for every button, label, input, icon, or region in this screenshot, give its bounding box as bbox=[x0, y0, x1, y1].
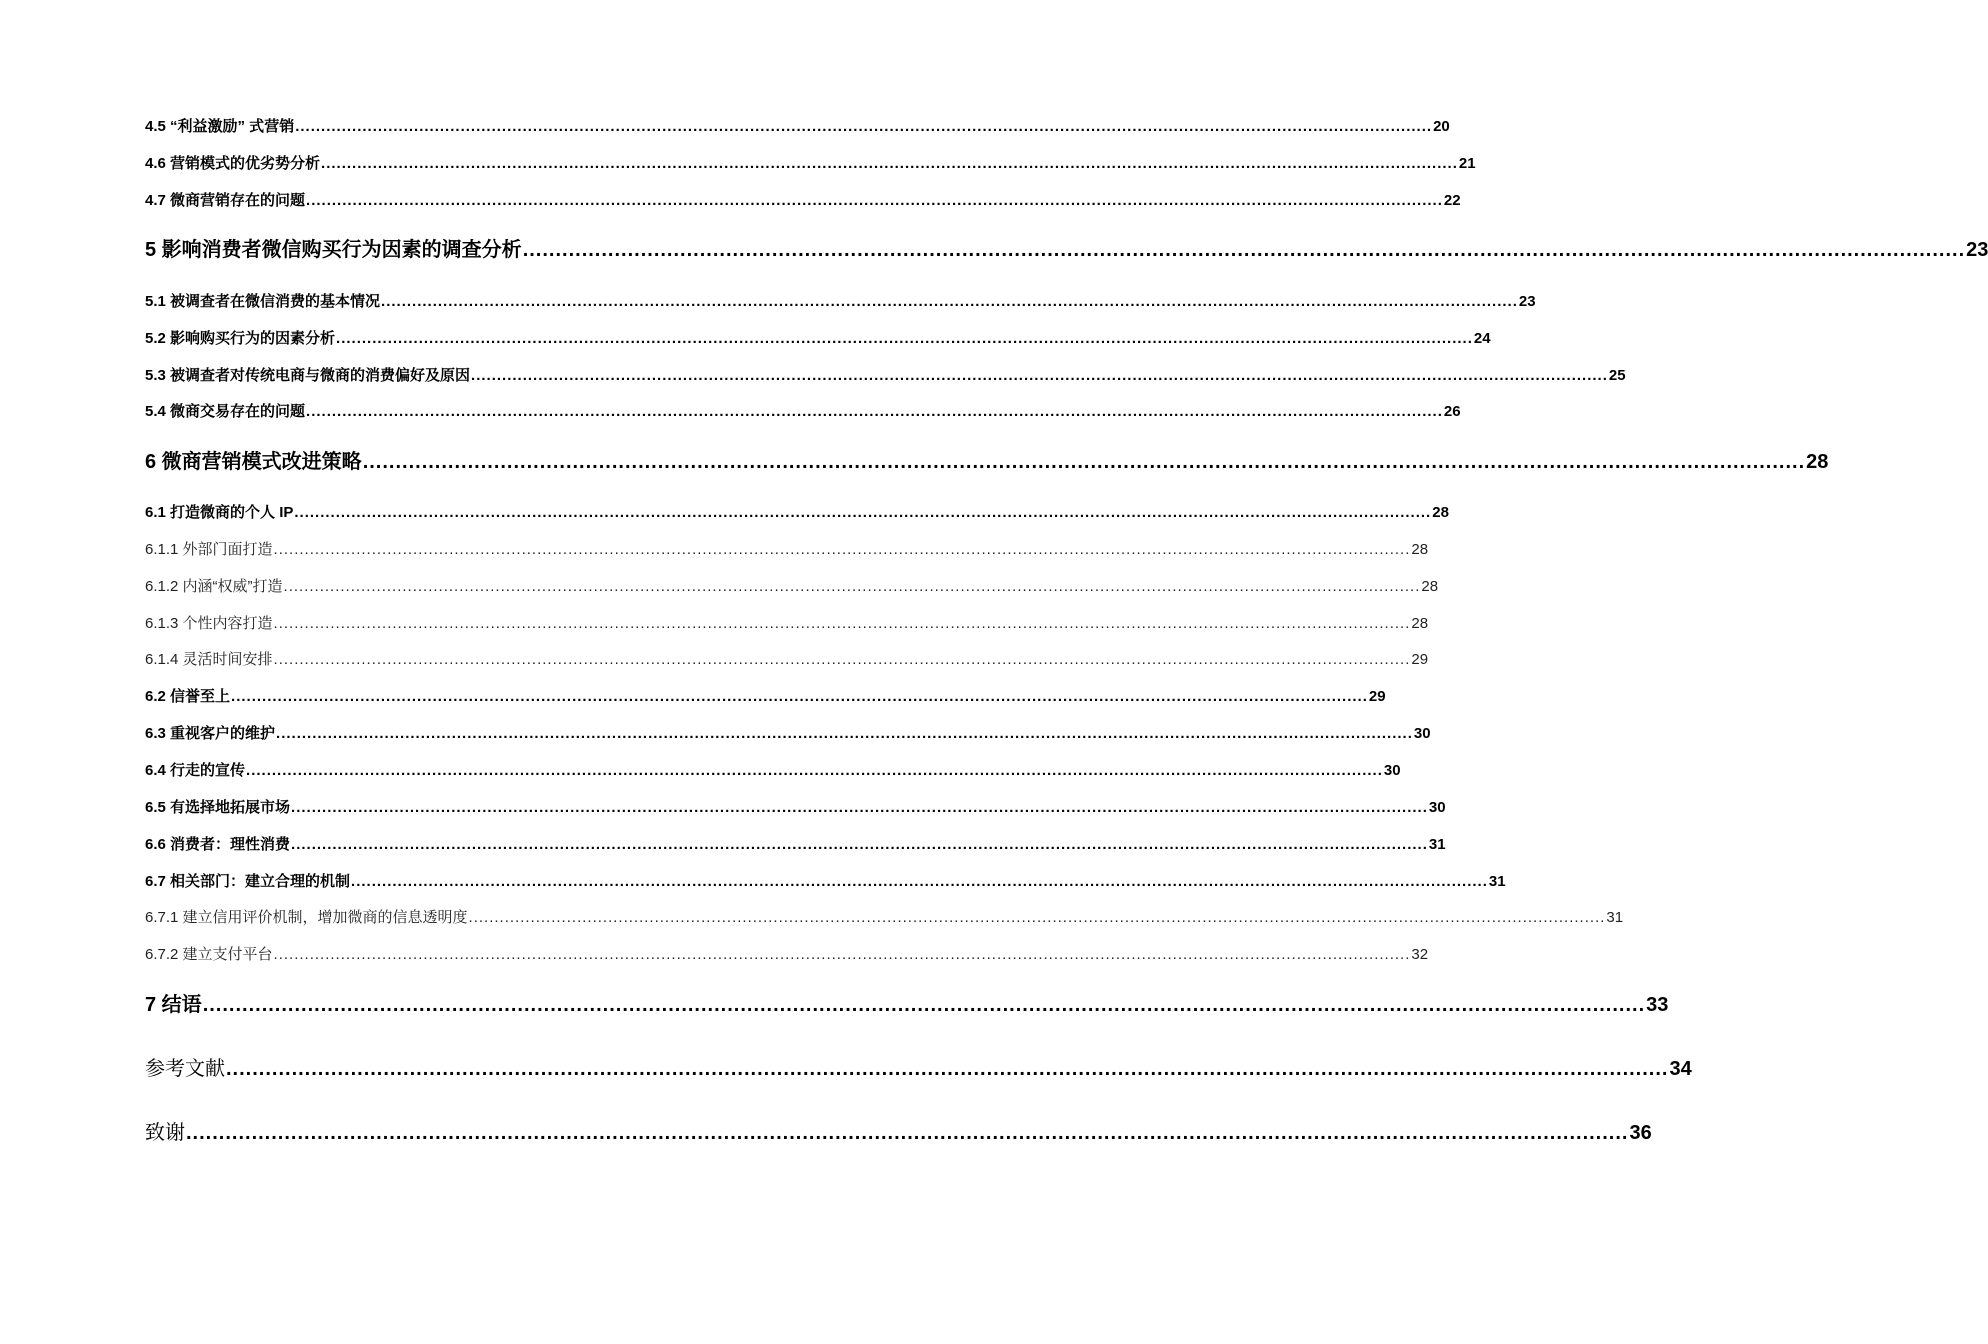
dot-leader: ............................................................................................................................................................................................................................ bbox=[291, 836, 1428, 853]
toc-entry-label: 6.1 打造微商的个人 IP bbox=[145, 504, 294, 521]
toc-entry[interactable] bbox=[145, 907, 1624, 929]
toc-entry-label: 4.6 营销模式的优劣势分析 bbox=[145, 155, 321, 172]
toc-entry-page: 36 bbox=[1629, 1122, 1652, 1144]
dot-leader: ............................................................................................................................................................................................................................ bbox=[362, 451, 1806, 473]
toc-entry-page: 28 bbox=[1421, 578, 1439, 595]
toc-entry-label: 6.6 消费者：理性消费 bbox=[145, 836, 291, 853]
toc-entry[interactable] bbox=[145, 576, 1439, 598]
toc-entry[interactable] bbox=[145, 291, 1536, 313]
toc-entry-label: 5.4 微商交易存在的问题 bbox=[145, 403, 306, 420]
toc-entry-label: 5.2 影响购买行为的因素分析 bbox=[145, 330, 336, 347]
dot-leader: ............................................................................................................................................................................................................................ bbox=[381, 293, 1518, 310]
toc-entry-label: 6.7.1 建立信用评价机制，增加微商的信息透明度 bbox=[145, 909, 468, 926]
toc-entry[interactable] bbox=[145, 153, 1476, 175]
toc-entry-page: 29 bbox=[1368, 688, 1386, 705]
toc-entry-page: 31 bbox=[1488, 873, 1506, 890]
toc-entry[interactable] bbox=[145, 944, 1429, 966]
toc-entry[interactable] bbox=[145, 686, 1386, 708]
dot-leader: ............................................................................................................................................................................................................................ bbox=[231, 688, 1368, 705]
toc-entry-page: 30 bbox=[1413, 725, 1431, 742]
dot-leader: ............................................................................................................................................................................................................................ bbox=[283, 578, 1421, 595]
toc-entry-label: 6.5 有选择地拓展市场 bbox=[145, 799, 291, 816]
toc-entry-label: 6.1.1 外部门面打造 bbox=[145, 541, 273, 558]
dot-leader: ............................................................................................................................................................................................................................ bbox=[522, 239, 1966, 261]
toc-entry-page: 22 bbox=[1443, 192, 1461, 209]
toc-entry[interactable] bbox=[145, 760, 1401, 782]
toc-entry[interactable] bbox=[145, 871, 1506, 893]
toc-entry-label: 6.1.3 个性内容打造 bbox=[145, 615, 273, 632]
toc-entry-label: 参考文献 bbox=[145, 1058, 225, 1080]
dot-leader: ............................................................................................................................................................................................................................ bbox=[291, 799, 1428, 816]
dot-leader: ............................................................................................................................................................................................................................ bbox=[246, 762, 1383, 779]
toc-entry[interactable] bbox=[145, 365, 1626, 387]
dot-leader: ............................................................................................................................................................................................................................ bbox=[273, 651, 1411, 668]
toc-entry[interactable] bbox=[145, 448, 1829, 476]
toc-entry-page: 23 bbox=[1966, 239, 1988, 261]
toc-entry[interactable] bbox=[145, 723, 1431, 745]
toc-entry-page: 21 bbox=[1458, 155, 1476, 172]
toc-entry-label: 4.7 微商营销存在的问题 bbox=[145, 192, 306, 209]
toc-entry-page: 32 bbox=[1411, 946, 1429, 963]
toc-entry-label: 6.7 相关部门：建立合理的机制 bbox=[145, 873, 351, 890]
toc-entry-label: 5 影响消费者微信购买行为因素的调查分析 bbox=[145, 239, 522, 261]
toc-entry-label: 6.4 行走的宣传 bbox=[145, 762, 246, 779]
dot-leader: ............................................................................................................................................................................................................................ bbox=[468, 909, 1606, 926]
dot-leader: ............................................................................................................................................................................................................................ bbox=[306, 403, 1443, 420]
toc-entry-page: 28 bbox=[1411, 615, 1429, 632]
toc-entry-label: 6.1.2 内涵“权威”打造 bbox=[145, 578, 283, 595]
toc-entry-label: 致谢 bbox=[145, 1122, 185, 1144]
dot-leader: ............................................................................................................................................................................................................................ bbox=[306, 192, 1443, 209]
toc-entry-label: 4.5 “利益激励” 式营销 bbox=[145, 118, 295, 135]
dot-leader: ............................................................................................................................................................................................................................ bbox=[336, 330, 1473, 347]
dot-leader: ............................................................................................................................................................................................................................ bbox=[186, 1122, 1629, 1144]
dot-leader: ............................................................................................................................................................................................................................ bbox=[273, 615, 1411, 632]
toc-entry[interactable] bbox=[145, 797, 1446, 819]
toc-entry[interactable] bbox=[145, 502, 1449, 524]
toc-entry-page: 34 bbox=[1669, 1058, 1692, 1080]
dot-leader: ............................................................................................................................................................................................................................ bbox=[471, 367, 1608, 384]
toc-entry-page: 30 bbox=[1383, 762, 1401, 779]
dot-leader: ............................................................................................................................................................................................................................ bbox=[295, 118, 1433, 135]
toc-entry[interactable] bbox=[145, 190, 1461, 212]
dot-leader: ............................................................................................................................................................................................................................ bbox=[202, 994, 1646, 1016]
toc-entry-label: 6 微商营销模式改进策略 bbox=[145, 451, 362, 473]
toc-entry-page: 26 bbox=[1443, 403, 1461, 420]
toc-entry-label: 6.3 重视客户的维护 bbox=[145, 725, 276, 742]
toc-entry-page: 31 bbox=[1428, 836, 1446, 853]
toc-entry-page: 20 bbox=[1433, 118, 1450, 135]
toc-entry[interactable] bbox=[145, 539, 1429, 561]
toc-entry-page: 30 bbox=[1428, 799, 1446, 816]
toc-entry-page: 28 bbox=[1432, 504, 1449, 521]
toc-entry[interactable] bbox=[145, 834, 1446, 856]
toc-entry-page: 28 bbox=[1806, 451, 1829, 473]
toc-entry[interactable] bbox=[145, 991, 1669, 1019]
toc-entry[interactable] bbox=[145, 328, 1491, 350]
dot-leader: ............................................................................................................................................................................................................................ bbox=[226, 1058, 1669, 1080]
toc-entry-label: 6.1.4 灵活时间安排 bbox=[145, 651, 273, 668]
toc-entry-page: 33 bbox=[1646, 994, 1669, 1016]
toc-entry[interactable] bbox=[145, 116, 1450, 138]
toc-entry-label: 7 结语 bbox=[145, 994, 202, 1016]
toc-entry-label: 5.3 被调查者对传统电商与微商的消费偏好及原因 bbox=[145, 367, 471, 384]
toc-entry-page: 24 bbox=[1473, 330, 1491, 347]
toc-entry[interactable] bbox=[145, 401, 1461, 423]
toc-entry-label: 6.2 信誉至上 bbox=[145, 688, 231, 705]
dot-leader: ............................................................................................................................................................................................................................ bbox=[276, 725, 1413, 742]
toc-entry[interactable] bbox=[145, 613, 1429, 635]
toc-entry-page: 28 bbox=[1411, 541, 1429, 558]
dot-leader: ............................................................................................................................................................................................................................ bbox=[351, 873, 1488, 890]
dot-leader: ............................................................................................................................................................................................................................ bbox=[273, 541, 1411, 558]
toc-entry-label: 5.1 被调查者在微信消费的基本情况 bbox=[145, 293, 381, 310]
toc-entry[interactable] bbox=[145, 1119, 1652, 1147]
toc-entry-page: 31 bbox=[1606, 909, 1624, 926]
dot-leader: ............................................................................................................................................................................................................................ bbox=[273, 946, 1411, 963]
toc-entry-label: 6.7.2 建立支付平台 bbox=[145, 946, 273, 963]
toc-entry-page: 23 bbox=[1518, 293, 1536, 310]
toc-entry-page: 25 bbox=[1608, 367, 1626, 384]
toc-entry[interactable] bbox=[145, 1055, 1692, 1083]
dot-leader: ............................................................................................................................................................................................................................ bbox=[294, 504, 1432, 521]
toc-entry[interactable] bbox=[145, 236, 1988, 264]
dot-leader: ............................................................................................................................................................................................................................ bbox=[321, 155, 1458, 172]
toc-entry-page: 29 bbox=[1411, 651, 1429, 668]
toc-entry[interactable] bbox=[145, 649, 1429, 671]
